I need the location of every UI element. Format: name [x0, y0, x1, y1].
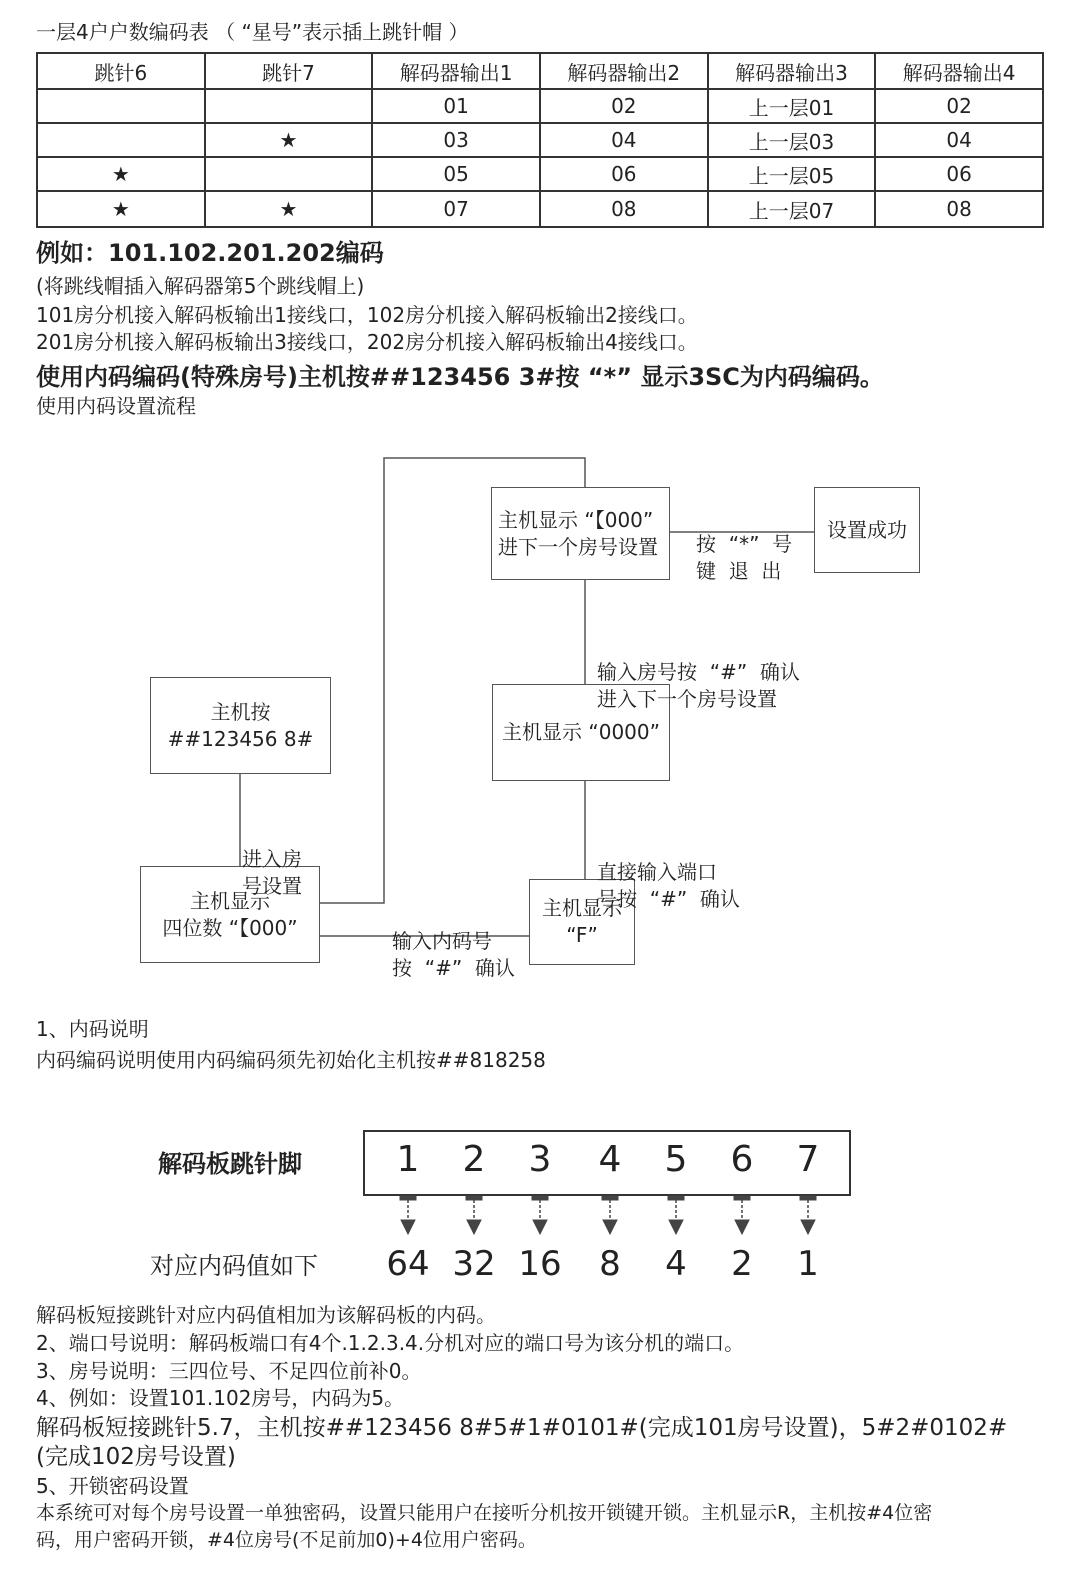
unlock-line: 码，用户密码开锁，#4位房号(不足前加0)+4位用户密码。	[36, 1529, 537, 1551]
example-line: 201房分机接入解码板输出3接线口，202房分机接入解码板输出4接线口。	[36, 330, 698, 354]
unlock-line: 本系统可对每个房号设置一单独密码，设置只能用户在接听分机按开锁键开锁。主机显示R，主机按#4位密	[36, 1502, 933, 1524]
flow-label-room: 输入房号按 “#” 确认 进入下一个房号设置	[597, 660, 800, 711]
pin-value: 8	[599, 1244, 621, 1284]
pin-arrows	[380, 1194, 840, 1244]
big-instruction: 解码板短接跳针5.7，主机按##123456 8#5#1#0101#(完成101房号设置)，5#2#0102#	[36, 1415, 1008, 1441]
table-cell: 06	[540, 157, 708, 191]
table-cell: 08	[540, 191, 708, 227]
flow-label-port: 直接输入端口 号按 “#” 确认	[597, 860, 740, 911]
pin-label: 解码板跳针脚	[158, 1150, 302, 1178]
pin-value: 64	[386, 1244, 430, 1284]
pin-number: 2	[462, 1139, 486, 1180]
table-cell: 01	[372, 89, 540, 123]
pin-arrow	[800, 1196, 816, 1234]
flow-box-0000: 主机显示 “0000”	[492, 684, 670, 781]
table-cell: 08	[875, 191, 1043, 227]
big-instruction: (完成102房号设置)	[36, 1444, 236, 1470]
flow-label-exit: 按 “*” 号 键 退 出	[696, 532, 793, 583]
pin-arrow	[532, 1196, 548, 1234]
table-cell: 06	[875, 157, 1043, 191]
column-header: 解码器输出3	[708, 53, 876, 89]
pin-value: 2	[731, 1244, 753, 1284]
table-cell: 02	[540, 89, 708, 123]
flow-box-four-digit: 主机显示 四位数 “【000”	[140, 866, 320, 963]
pin-values-label: 对应内码值如下	[150, 1252, 318, 1280]
table-cell: 02	[875, 89, 1043, 123]
column-header: 解码器输出4	[875, 53, 1043, 89]
jumper6-cell: ★	[37, 191, 205, 227]
pin-arrow	[466, 1196, 482, 1234]
table-cell: 04	[875, 123, 1043, 157]
flow-box-start: 主机按 ##123456 8#	[150, 677, 331, 774]
table-cell: 上一层01	[708, 89, 876, 123]
pin-value: 16	[518, 1244, 562, 1284]
table-cell: 03	[372, 123, 540, 157]
note-line: 3、房号说明：三四位号、不足四位前补0。	[36, 1359, 422, 1383]
pin-number: 4	[598, 1139, 622, 1180]
flow-label-enter: 进入房 号设置	[242, 847, 302, 898]
flow-box-next-room: 主机显示 “【000” 进下一个房号设置	[491, 487, 670, 580]
note-line: 4、例如：设置101.102房号，内码为5。	[36, 1386, 405, 1410]
column-header: 解码器输出2	[540, 53, 708, 89]
note-line: 解码板短接跳针对应内码值相加为该解码板的内码。	[36, 1303, 496, 1327]
flow-box-success: 设置成功	[814, 487, 920, 573]
pin-arrow	[602, 1196, 618, 1234]
unlock-title: 5、开锁密码设置	[36, 1474, 189, 1498]
pin-arrow	[668, 1196, 684, 1234]
flow-box-f: 主机显示 “F”	[529, 879, 635, 965]
jumper6-cell: ★	[37, 157, 205, 191]
pin-number: 7	[796, 1139, 820, 1180]
example-line: 101房分机接入解码板输出1接线口，102房分机接入解码板输出2接线口。	[36, 303, 698, 327]
table-cell: 上一层05	[708, 157, 876, 191]
pin-value: 1	[797, 1244, 819, 1284]
example-heading: 例如：101.102.201.202编码	[36, 239, 384, 267]
pin-value: 4	[665, 1244, 687, 1284]
table-cell: 上一层07	[708, 191, 876, 227]
pin-number: 1	[396, 1139, 420, 1180]
note-line: 2、端口号说明：解码板端口有4个.1.2.3.4.分机对应的端口号为该分机的端口。	[36, 1331, 745, 1355]
flow-label-input-code: 输入内码号 按 “#” 确认	[392, 929, 515, 980]
example-note: (将跳线帽插入解码器第5个跳线帽上)	[36, 274, 365, 298]
table-title: 一层4户户数编码表 （ “星号”表示插上跳针帽 ）	[36, 20, 469, 44]
pin-number: 6	[730, 1139, 754, 1180]
section1-title: 1、内码说明	[36, 1017, 149, 1041]
column-header: 解码器输出1	[372, 53, 540, 89]
pin-number: 3	[528, 1139, 552, 1180]
flow-title: 使用内码设置流程	[36, 394, 196, 418]
table-cell: 05	[372, 157, 540, 191]
table-cell: 04	[540, 123, 708, 157]
pin-number: 5	[664, 1139, 688, 1180]
column-header: 跳针6	[37, 53, 205, 89]
table-cell: 上一层03	[708, 123, 876, 157]
jumper7-cell: ★	[205, 191, 373, 227]
table-cell: 07	[372, 191, 540, 227]
pin-arrow	[734, 1196, 750, 1234]
jumper7-cell: ★	[205, 123, 373, 157]
pin-arrow	[400, 1196, 416, 1234]
column-header: 跳针7	[205, 53, 373, 89]
internal-code-heading: 使用内码编码(特殊房号)主机按##123456 3#按 “*” 显示3SC为内码编码。	[36, 363, 884, 391]
section1-desc: 内码编码说明使用内码编码须先初始化主机按##818258	[36, 1048, 546, 1072]
pin-value: 32	[452, 1244, 496, 1284]
